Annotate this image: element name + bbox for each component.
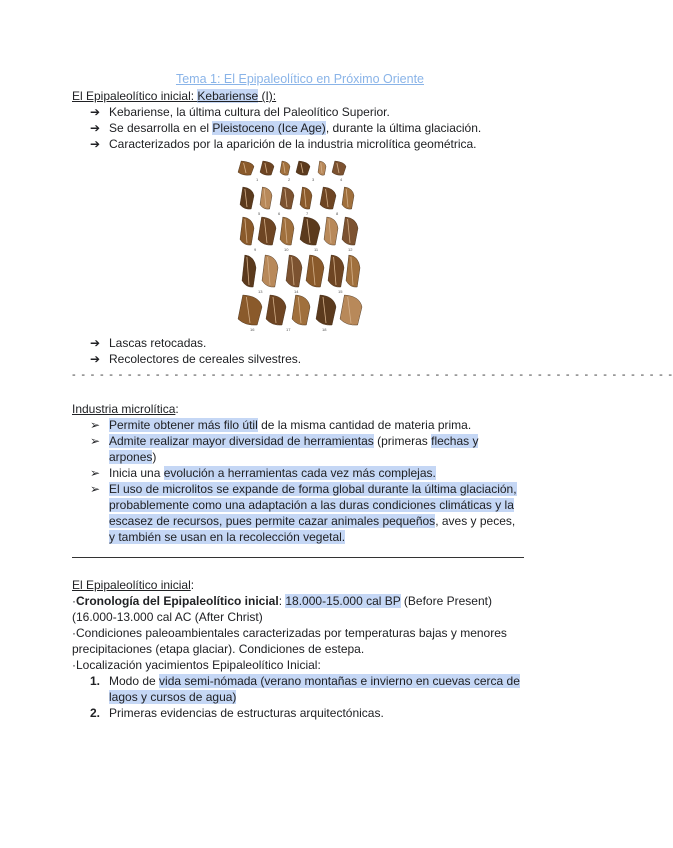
microlith-tool bbox=[262, 255, 278, 287]
microlith-tool bbox=[280, 217, 294, 245]
microlith-tool bbox=[346, 255, 360, 287]
list-item: Lascas retocadas. bbox=[109, 336, 207, 350]
conditions-line-2: precipitaciones (etapa glaciar). Condiciones de estepa. bbox=[72, 642, 365, 656]
arrow-bullet-icon: ➔ bbox=[90, 336, 101, 350]
microlith-tool bbox=[324, 217, 338, 245]
microlith-tool bbox=[260, 187, 272, 209]
microlith-tool bbox=[320, 187, 336, 209]
list-item: Se desarrolla en el Pleistoceno (Ice Age), durante la última glaciación. bbox=[109, 121, 482, 135]
figure-number-label: 18 bbox=[322, 327, 327, 332]
arrow-bullet-icon: ➔ bbox=[90, 121, 101, 135]
figure-number-label: 4 bbox=[340, 177, 343, 182]
dashed-divider: - - - - - - - - - - - - - - - - - - - - - - - - - - - - - - - - - - - - - - - - - - - - - - - - - - - - - - - - - - - - - - - - - bbox=[72, 369, 673, 381]
chronology-line-2: (16.000-13.000 cal AC (After Christ) bbox=[72, 610, 263, 624]
microlith-tool bbox=[286, 255, 302, 287]
figure-number-label: 12 bbox=[348, 247, 353, 252]
figure-number-label: 2 bbox=[288, 177, 291, 182]
microlith-tool bbox=[238, 295, 262, 325]
location-line: ·Localización yacimientos Epipaleolítico Inicial: bbox=[72, 658, 321, 672]
list-item: Kebariense, la última cultura del Paleolítico Superior. bbox=[109, 105, 390, 119]
figure-number-label: 15 bbox=[338, 289, 343, 294]
section3-heading: El Epipaleolítico inicial: bbox=[72, 578, 195, 592]
figure-number-label: 10 bbox=[284, 247, 289, 252]
list-item: Inicia una evolución a herramientas cada vez más complejas. bbox=[109, 466, 436, 480]
list-item: Caracterizados por la aparición de la industria microlítica geométrica. bbox=[109, 137, 477, 151]
microlith-tool bbox=[318, 161, 326, 175]
numbered-item: Modo de vida semi-nómada (verano montañas e invierno en cuevas cerca de bbox=[109, 674, 520, 688]
list-item: Admite realizar mayor diversidad de herramientas (primeras flechas y bbox=[109, 434, 479, 448]
list-item-continuation: arpones) bbox=[109, 450, 157, 464]
figure-number-label: 16 bbox=[250, 327, 255, 332]
chevron-bullet-icon: ➢ bbox=[90, 482, 101, 496]
microlith-tool bbox=[300, 187, 312, 209]
microlith-tool bbox=[260, 161, 274, 175]
figure-number-label: 6 bbox=[278, 211, 281, 216]
horizontal-rule bbox=[72, 557, 524, 558]
microlith-tool bbox=[292, 295, 310, 325]
figure-number-label: 11 bbox=[314, 247, 319, 252]
figure-number-label: 7 bbox=[306, 211, 309, 216]
microlith-tool bbox=[258, 217, 276, 245]
microlith-tool bbox=[306, 255, 324, 287]
list-number: 1. bbox=[90, 674, 101, 688]
microlith-tool bbox=[242, 255, 256, 287]
conditions-line: ·Condiciones paleoambientales caracterizadas por temperaturas bajas y menores bbox=[72, 626, 507, 640]
section2-heading: Industria microlítica: bbox=[72, 402, 179, 416]
list-item-continuation: y también se usan en la recolección vegetal. bbox=[109, 530, 346, 544]
figure-number-label: 17 bbox=[286, 327, 291, 332]
microlith-tool bbox=[266, 295, 286, 325]
microlith-tool bbox=[300, 217, 320, 245]
microlith-tool bbox=[280, 161, 290, 175]
microlith-tool bbox=[342, 217, 358, 245]
numbered-item-continuation: lagos y cursos de agua) bbox=[109, 690, 237, 704]
microlith-tools-figure bbox=[236, 157, 366, 333]
page-title: Tema 1: El Epipaleolítico en Próximo Oriente bbox=[175, 72, 425, 86]
figure-number-label: 8 bbox=[336, 211, 339, 216]
microlith-tool bbox=[238, 161, 254, 175]
chevron-bullet-icon: ➢ bbox=[90, 418, 101, 432]
numbered-item: Primeras evidencias de estructuras arquitectónicas. bbox=[109, 706, 384, 720]
list-item-continuation: probablemente como una adaptación a las duras condiciones climáticas y la bbox=[109, 498, 514, 512]
microlith-tool bbox=[296, 161, 310, 175]
microlith-tool bbox=[316, 295, 336, 325]
microlith-tool bbox=[240, 187, 254, 209]
figure-number-label: 1 bbox=[256, 177, 259, 182]
figure-number-label: 14 bbox=[294, 289, 299, 294]
figure-number-label: 3 bbox=[312, 177, 315, 182]
microlith-tool bbox=[240, 217, 254, 245]
figure-number-label: 13 bbox=[258, 289, 263, 294]
section1-heading: El Epipaleolítico inicial: Kebariense (I): bbox=[72, 89, 277, 103]
figure-number-label: 9 bbox=[254, 247, 257, 252]
chronology-line: ·Cronología del Epipaleolítico inicial: 18.000-15.000 cal BP (Before Present) bbox=[72, 594, 492, 608]
microlith-tool bbox=[328, 255, 344, 287]
figure-number-label: 5 bbox=[258, 211, 261, 216]
chevron-bullet-icon: ➢ bbox=[90, 466, 101, 480]
list-item: Recolectores de cereales silvestres. bbox=[109, 352, 302, 366]
list-item: El uso de microlitos se expande de forma global durante la última glaciación, bbox=[109, 482, 517, 496]
list-number: 2. bbox=[90, 706, 101, 720]
arrow-bullet-icon: ➔ bbox=[90, 105, 101, 119]
arrow-bullet-icon: ➔ bbox=[90, 352, 101, 366]
arrow-bullet-icon: ➔ bbox=[90, 137, 101, 151]
list-item: Permite obtener más filo útil de la misma cantidad de materia prima. bbox=[109, 418, 472, 432]
microlith-tool bbox=[340, 295, 362, 325]
microlith-tool bbox=[342, 187, 354, 209]
chevron-bullet-icon: ➢ bbox=[90, 434, 101, 448]
microlith-tool bbox=[332, 161, 346, 175]
microlith-tool bbox=[280, 187, 294, 209]
list-item-continuation: escasez de recursos, pues permite cazar animales pequeños, aves y peces, bbox=[109, 514, 516, 528]
